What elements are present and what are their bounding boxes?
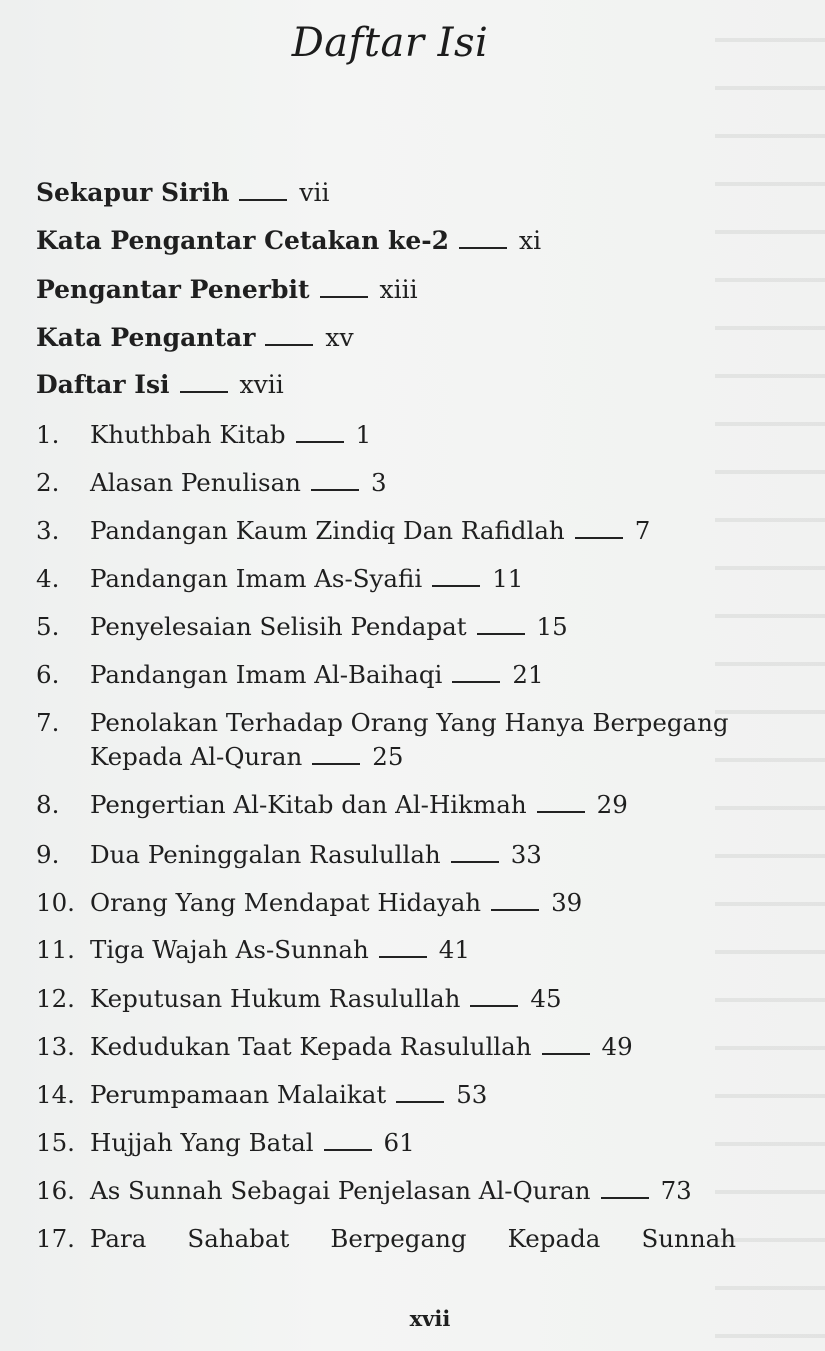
leader-rule: [239, 199, 287, 201]
leader-rule: [432, 585, 480, 587]
toc-chapter-entry: [36, 1176, 692, 1205]
chapter-label: As Sunnah Sebagai Penjelasan Al-Quran: [90, 1176, 591, 1205]
chapter-page: 29: [596, 790, 628, 819]
leader-rule: [324, 1149, 372, 1151]
toc-chapter-entry: [36, 790, 628, 819]
chapter-page: 73: [660, 1176, 692, 1205]
entry-label: Kata Pengantar: [36, 323, 256, 352]
leader-rule: [601, 1197, 649, 1199]
toc-chapter-entry: [36, 468, 387, 497]
toc-front-entry: [36, 275, 418, 304]
leader-rule: [312, 763, 360, 765]
entry-label: Pengantar Penerbit: [36, 275, 310, 304]
chapter-page: 21: [512, 660, 544, 689]
leader-rule: [459, 247, 507, 249]
chapter-label: Perumpamaan Malaikat: [90, 1080, 387, 1109]
toc-chapter-entry: [36, 660, 544, 689]
chapter-number: 8.: [36, 790, 60, 819]
chapter-number: 15.: [36, 1128, 75, 1157]
chapter-number: 17.: [36, 1224, 75, 1253]
leader-rule: [396, 1101, 444, 1103]
toc-chapter-entry: [36, 516, 650, 545]
leader-rule: [537, 811, 585, 813]
chapter-label: Orang Yang Mendapat Hidayah: [90, 888, 482, 917]
entry-page: vii: [299, 178, 330, 207]
chapter-number: 2.: [36, 468, 60, 497]
chapter-label-line-2: Kepada Al-Quran: [90, 742, 303, 771]
chapter-number: 14.: [36, 1080, 75, 1109]
toc-chapter-entry: [36, 564, 523, 593]
toc-chapter-entry: [36, 840, 542, 869]
chapter-label: Alasan Penulisan: [90, 468, 301, 497]
chapter-label: Pandangan Kaum Zindiq Dan Rafidlah: [90, 516, 565, 545]
chapter-page: 25: [372, 742, 404, 771]
chapter-label: Pandangan Imam As-Syafii: [90, 564, 423, 593]
toc-chapter-entry: [36, 1128, 415, 1157]
chapter-page: 45: [530, 984, 562, 1013]
toc-chapter-entry: [36, 1224, 736, 1253]
chapter-page: 7: [634, 516, 651, 545]
page-folio: xvii: [409, 1306, 451, 1331]
chapter-page: 41: [438, 935, 470, 964]
chapter-number: 6.: [36, 660, 60, 689]
toc-chapter-entry: [36, 708, 729, 771]
entry-page: xiii: [379, 275, 418, 304]
chapter-page: 11: [492, 564, 524, 593]
chapter-label: Kedudukan Taat Kepada Rasulullah: [90, 1032, 532, 1061]
chapter-label: Hujjah Yang Batal: [90, 1128, 314, 1157]
chapter-number: 12.: [36, 984, 75, 1013]
leader-rule: [320, 296, 368, 298]
toc-chapter-entry: [36, 888, 582, 917]
chapter-number: 5.: [36, 612, 60, 641]
leader-rule: [542, 1053, 590, 1055]
toc-front-entry: [36, 370, 284, 399]
toc-chapter-entry: [36, 420, 371, 449]
leader-rule: [452, 681, 500, 683]
leader-rule: [180, 391, 228, 393]
chapter-label: Dua Peninggalan Rasulullah: [90, 840, 441, 869]
toc-chapter-entry: [36, 1032, 633, 1061]
chapter-number: 4.: [36, 564, 60, 593]
leader-rule: [379, 956, 427, 958]
chapter-page: 15: [536, 612, 568, 641]
entry-label: Sekapur Sirih: [36, 178, 230, 207]
chapter-page: 1: [355, 420, 372, 449]
chapter-number: 11.: [36, 935, 75, 964]
chapter-label: Penolakan Terhadap Orang Yang Hanya Berpegang: [90, 708, 729, 737]
leader-rule: [265, 344, 313, 346]
chapter-number: 9.: [36, 840, 60, 869]
leader-rule: [575, 537, 623, 539]
chapter-label: Para Sahabat Berpegang Kepada Sunnah: [90, 1224, 736, 1253]
toc-chapter-entry: [36, 612, 568, 641]
leader-rule: [470, 1005, 518, 1007]
toc-chapter-entry: [36, 1080, 487, 1109]
entry-page: xv: [325, 323, 354, 352]
chapter-number: 10.: [36, 888, 75, 917]
chapter-number: 7.: [36, 708, 60, 737]
entry-page: xvii: [239, 370, 284, 399]
leader-rule: [451, 861, 499, 863]
toc-chapter-entry: [36, 935, 470, 964]
chapter-number: 16.: [36, 1176, 75, 1205]
chapter-page: 53: [456, 1080, 488, 1109]
entry-page: xi: [519, 226, 542, 255]
toc-front-entry: [36, 323, 354, 352]
chapter-label: Pengertian Al-Kitab dan Al-Hikmah: [90, 790, 527, 819]
chapter-page: 33: [510, 840, 542, 869]
toc-chapter-entry: [36, 984, 562, 1013]
chapter-label: Khuthbah Kitab: [90, 420, 286, 449]
chapter-number: 13.: [36, 1032, 75, 1061]
chapter-label: Tiga Wajah As-Sunnah: [90, 935, 369, 964]
entry-label: Kata Pengantar Cetakan ke-2: [36, 226, 450, 255]
chapter-number: 3.: [36, 516, 60, 545]
bleed-through-shadow: [715, 0, 825, 1351]
leader-rule: [491, 909, 539, 911]
toc-front-entry: [36, 226, 541, 255]
leader-rule: [311, 489, 359, 491]
entry-label: Daftar Isi: [36, 370, 170, 399]
chapter-label: Penyelesaian Selisih Pendapat: [90, 612, 467, 641]
chapter-label: Pandangan Imam Al-Baihaqi: [90, 660, 443, 689]
page-title: Daftar Isi: [291, 20, 489, 66]
chapter-page: 3: [370, 468, 387, 497]
chapter-page: 49: [601, 1032, 633, 1061]
chapter-page: 61: [383, 1128, 415, 1157]
chapter-number: 1.: [36, 420, 60, 449]
leader-rule: [477, 633, 525, 635]
toc-front-entry: [36, 178, 330, 207]
leader-rule: [296, 441, 344, 443]
chapter-page: 39: [551, 888, 583, 917]
chapter-label: Keputusan Hukum Rasulullah: [90, 984, 461, 1013]
chapter-label-continued: [90, 742, 403, 771]
